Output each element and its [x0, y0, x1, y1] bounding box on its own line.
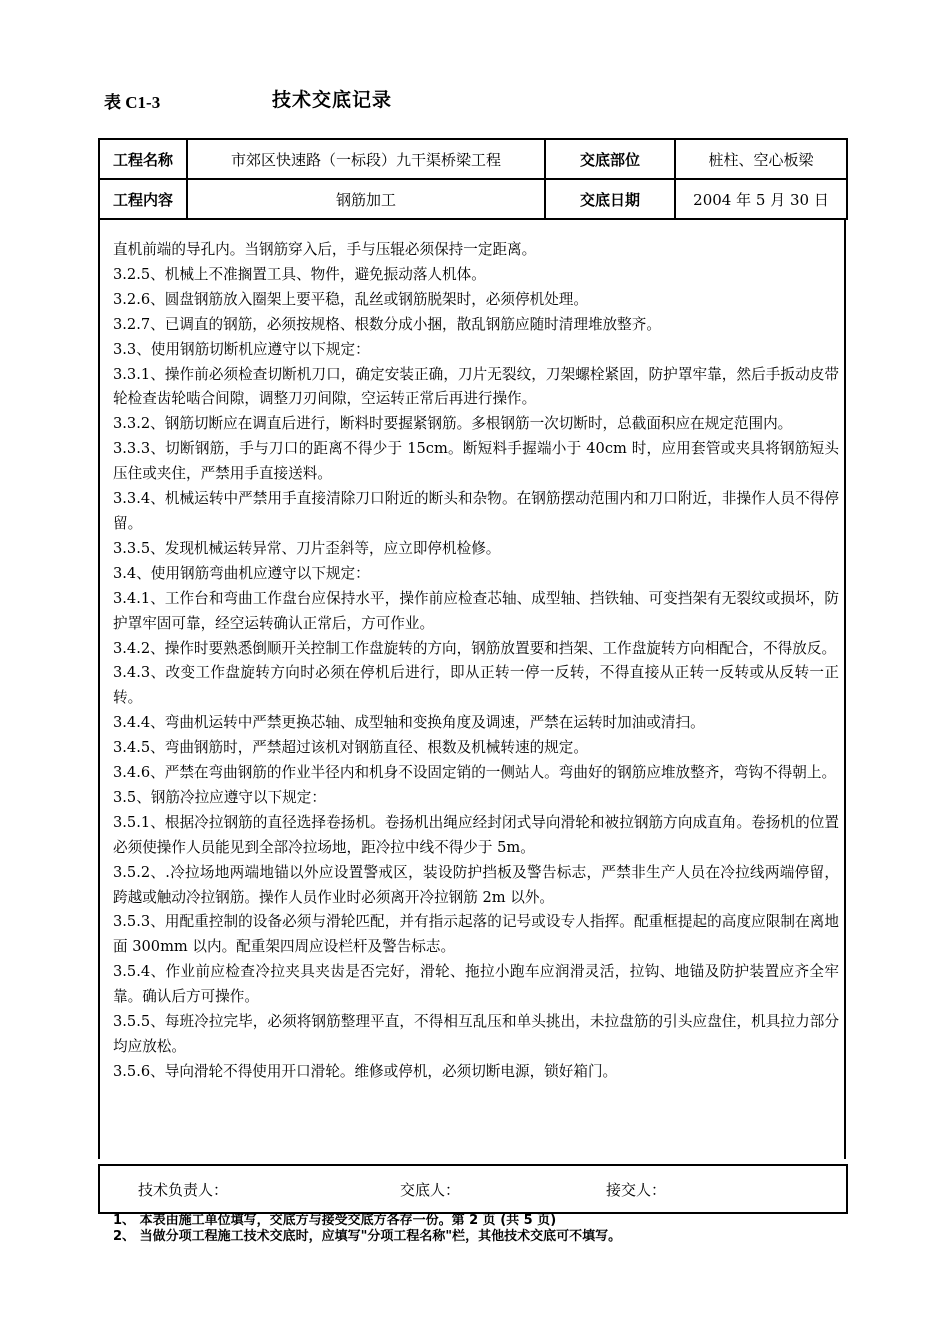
body-paragraph: 3.4.5、弯曲钢筋时，严禁超过该机对钢筋直径、根数及机械转速的规定。 [113, 739, 588, 757]
body-paragraph: 3.3.2、钢筋切断应在调直后进行，断料时要握紧钢筋。多根钢筋一次切断时，总截面积应在规定范围内。 [113, 415, 793, 433]
giver-signature-label: 交底人： [400, 1181, 461, 1199]
body-paragraph: 直机前端的导孔内。当钢筋穿入后，手与压辊必须保持一定距离。 [113, 241, 537, 258]
date-value: 2004 年 5 月 30 日 [675, 179, 847, 219]
body-paragraph: 3.4.2、操作时要熟悉倒顺开关控制工作盘旋转的方向，钢筋放置要和挡架、工作盘旋转方向相配合，不得放反。 [113, 639, 837, 657]
footnote-2: 2、 当做分项工程施工技术交底时，应填写"分项工程名称"栏，其他技术交底可不填写。 [113, 1229, 622, 1244]
body-paragraph: 3.3.3、切断钢筋，手与刀口的距离不得少于 15cm。断短料手握端小于 40cm 时，应用套管或夹具将钢筋短头压住或夹住，严禁用手直接送料。 [113, 440, 839, 483]
body-paragraph: 3.3.1、操作前必须检查切断机刀口，确定安装正确，刀片无裂纹，刀架螺栓紧固，防护罩牢靠，然后手扳动皮带轮检查齿轮啮合间隙，调整刀刃间隙，空运转正常后再进行操作。 [113, 365, 839, 408]
location-value: 桩柱、空心板梁 [675, 139, 847, 179]
body-paragraph: 3.5.5、每班冷拉完毕，必须将钢筋整理平直，不得相互乱压和单头挑出，未拉盘筋的引头应盘住，机具拉力部分均应放松。 [113, 1013, 839, 1055]
body-paragraph: 3.2.5、机械上不准搁置工具、物件，避免振动落人机体。 [113, 265, 486, 283]
body-paragraph: 3.5.6、导向滑轮不得使用开口滑轮。维修或停机，必须切断电源，锁好箱门。 [113, 1062, 618, 1080]
body-paragraph: 3.5、钢筋冷拉应遵守以下规定： [113, 788, 326, 806]
form-title: 技术交底记录 [272, 89, 393, 111]
signature-row [98, 1164, 848, 1214]
body-paragraph: 3.4.4、弯曲机运转中严禁更换芯轴、成型轴和变换角度及调速，严禁在运转时加油或清扫。 [113, 714, 705, 732]
receiver-signature-label: 接交人： [606, 1181, 667, 1199]
body-paragraph: 3.4.6、严禁在弯曲钢筋的作业半径内和机身不设固定销的一侧站人。弯曲好的钢筋应堆放整齐，弯钩不得朝上。 [113, 764, 837, 782]
footnotes [113, 1213, 621, 1245]
body-text [113, 238, 839, 1085]
content-label: 工程内容 [99, 179, 187, 219]
project-name-label: 工程名称 [99, 139, 187, 179]
date-label: 交底日期 [545, 179, 675, 219]
content-value: 钢筋加工 [187, 179, 545, 219]
body-paragraph: 3.5.3、用配重控制的设备必须与滑轮匹配，并有指示起落的记号或设专人指挥。配重框提起的高度应限制在离地面 300mm 以内。配重架四周应设栏杆及警告标志。 [113, 913, 839, 956]
header-table [98, 138, 848, 220]
project-name-value: 市郊区快速路（一标段）九干渠桥梁工程 [187, 139, 545, 179]
footnote-1: 1、 本表由施工单位填写，交底方与接受交底方各存一份。第 2 页 (共 5 页) [113, 1213, 557, 1228]
form-code: 表 C1-3 [104, 93, 161, 112]
tech-lead-signature-label: 技术负责人： [138, 1181, 229, 1199]
body-paragraph: 3.2.7、已调直的钢筋，必须按规格、根数分成小捆，散乱钢筋应随时清理堆放整齐。 [113, 315, 661, 333]
header-row-content [99, 179, 847, 219]
location-label: 交底部位 [545, 139, 675, 179]
body-paragraph: 3.4.3、改变工作盘旋转方向时必须在停机后进行，即从正转一停一反转，不得直接从正转一反转或从反转一正转。 [113, 664, 839, 707]
body-paragraph: 3.4.1、工作台和弯曲工作盘台应保持水平，操作前应检查芯轴、成型轴、挡铁轴、可变挡架有无裂纹或损坏，防护罩牢固可靠，经空运转确认正常后，方可作业。 [113, 589, 839, 632]
body-paragraph: 3.5.2、.冷拉场地两端地锚以外应设置警戒区，装设防护挡板及警告标志，严禁非生产人员在冷拉线两端停留，跨越或触动冷拉钢筋。操作人员作业时必须离开冷拉钢筋 2m 以外。 [113, 863, 839, 906]
body-paragraph: 3.3.5、发现机械运转异常、刀片歪斜等，应立即停机检修。 [113, 539, 501, 557]
body-paragraph: 3.3.4、机械运转中严禁用手直接清除刀口附近的断头和杂物。在钢筋摆动范围内和刀口附近，非操作人员不得停留。 [113, 490, 839, 532]
body-paragraph: 3.2.6、圆盘钢筋放入圈架上要平稳，乱丝或钢筋脱架时，必须停机处理。 [113, 290, 588, 308]
body-paragraph: 3.4、使用钢筋弯曲机应遵守以下规定： [113, 564, 370, 582]
body-paragraph: 3.5.1、根据冷拉钢筋的直径选择卷扬机。卷扬机出绳应经封闭式导向滑轮和被拉钢筋方向成直角。卷扬机的位置必须使操作人员能见到全部冷拉场地，距冷拉中线不得少于 5m。 [113, 813, 839, 856]
body-paragraph: 3.5.4、作业前应检查冷拉夹具夹齿是否完好，滑轮、拖拉小跑车应润滑灵活，拉钩、地锚及防护装置应齐全牢靠。确认后方可操作。 [113, 963, 839, 1006]
header-row-project [99, 139, 847, 179]
body-paragraph: 3.3、使用钢筋切断机应遵守以下规定： [113, 340, 370, 358]
